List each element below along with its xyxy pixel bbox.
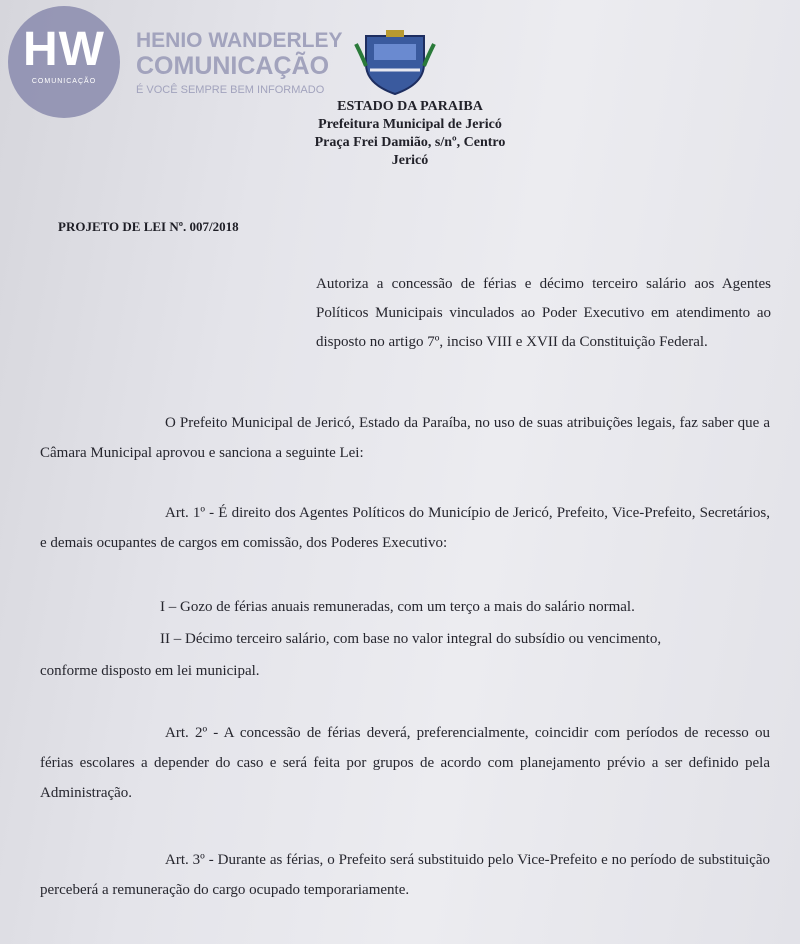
header-prefeitura: Prefeitura Municipal de Jericó bbox=[318, 117, 502, 132]
document-title: PROJETO DE LEI Nº. 007/2018 bbox=[58, 219, 239, 234]
header-address: Praça Frei Damião, s/nº, Centro bbox=[314, 135, 506, 150]
municipal-crest-icon bbox=[352, 30, 438, 96]
article-3: Art. 3º - Durante as férias, o Prefeito será substituido pelo Vice-Prefeito e no período de substituição perceberá a remuneração do cargo ocupado temporariamente. bbox=[40, 852, 770, 898]
watermark-logo-subtext: COMUNICAÇÃO bbox=[31, 78, 97, 85]
watermark-logo-text: HW bbox=[23, 23, 105, 76]
header-state: ESTADO DA PARAIBA bbox=[337, 99, 483, 114]
article-1: Art. 1º - É direito dos Agentes Políticos do Município de Jericó, Prefeito, Vice-Prefeito, Secretários, e demais ocupantes de cargos em comissão, dos Poderes Executivo: bbox=[40, 505, 770, 551]
watermark-tagline: É VOCÊ SEMPRE BEM INFORMADO bbox=[136, 84, 325, 96]
article-1-item-ii: II – Décimo terceiro salário, com base no valor integral do subsídio ou vencimento, bbox=[160, 631, 662, 647]
article-1-item-ii-continuation: conforme disposto em lei municipal. bbox=[40, 663, 260, 679]
article-2: Art. 2º - A concessão de férias deverá, preferencialmente, coincidir com períodos de recesso ou férias escolares a depender do caso e será feita por grupos de acordo com planejamento prévio a ser definido pela Administração. bbox=[40, 725, 770, 801]
preamble-paragraph: O Prefeito Municipal de Jericó, Estado da Paraíba, no uso de suas atribuições legais, faz saber que a Câmara Municipal aprovou e sanciona a seguinte Lei: bbox=[40, 415, 770, 461]
watermark-brand-name: HENIO WANDERLEY bbox=[136, 29, 343, 52]
header-city: Jericó bbox=[391, 153, 429, 168]
article-1-item-i: I – Gozo de férias anuais remuneradas, com um terço a mais do salário normal. bbox=[160, 599, 635, 615]
watermark-brand-subtitle: COMUNICAÇÃO bbox=[136, 52, 330, 80]
document-summary: Autoriza a concessão de férias e décimo terceiro salário aos Agentes Políticos Municipais vinculados ao Poder Executivo em atendimento ao disposto no artigo 7º, inciso VIII e XVII da Constituição Federal. bbox=[316, 276, 771, 350]
